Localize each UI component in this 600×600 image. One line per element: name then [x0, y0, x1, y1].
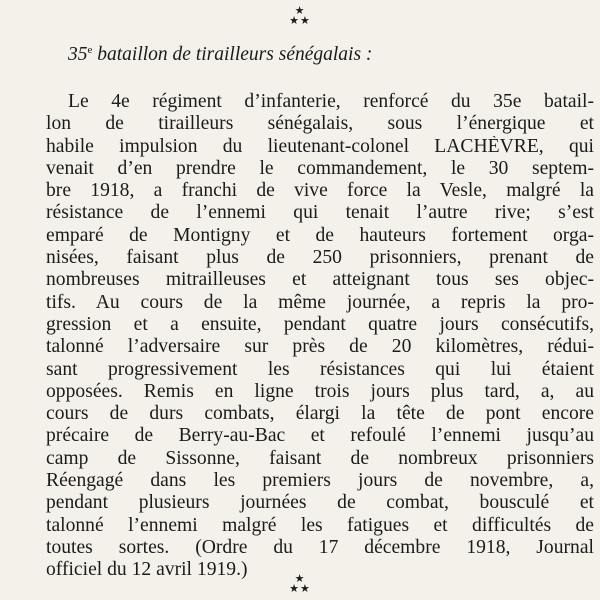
star-icon: ★ — [294, 5, 306, 17]
citation-body — [46, 91, 594, 582]
text-line: opposées. Remis en ligne trois jours plus tard, a, au — [46, 380, 594, 402]
text-line: talonné l’adversaire sur près de 20 kilomètres, rédui- — [46, 336, 594, 358]
text-line: Réengagé dans les premiers jours de novembre, a, — [46, 470, 594, 492]
text-line: pendant plusieurs journées de combat, bousculé et — [46, 492, 594, 514]
text-line: tifs. Au cours de la même journée, a repris la pro- — [46, 291, 594, 313]
text-line: camp de Sissonne, faisant de nombreux prisonniers — [46, 447, 594, 469]
text-line: gression et a ensuite, pendant quatre jours consécutifs, — [46, 313, 594, 335]
text-line: venait d’en prendre le commandement, le 30 septem- — [46, 157, 594, 179]
top-star-ornament — [0, 6, 600, 26]
text-line: emparé de Montigny et de hauteurs fortement orga- — [46, 224, 594, 246]
text-line: talonné l’ennemi malgré les fatigues et difficultés de — [46, 514, 594, 536]
star-pair-icon: ★★ — [289, 583, 311, 595]
text-line: cours de durs combats, élargi la tête de pont encore — [46, 403, 594, 425]
text-line: Le 4e régiment d’infanterie, renforcé du 35e batail- — [68, 91, 594, 112]
text-line: précaire de Berry-au-Bac et refoulé l’ennemi jusqu’au — [46, 425, 594, 447]
star-pair-icon: ★★ — [289, 15, 311, 27]
text-line: habile impulsion du lieutenant-colonel LACHÈVRE, qui — [46, 135, 594, 157]
section-heading: 35e bataillon de tirailleurs sénégalais : — [68, 44, 373, 65]
text-line: toutes sortes. (Ordre du 17 décembre 1918, Journal — [46, 536, 594, 558]
star-icon: ★ — [294, 573, 306, 585]
text-line: lon de tirailleurs sénégalais, sous l’énergique et — [46, 113, 594, 135]
text-line: bre 1918, a franchi de vive force la Vesle, malgré la — [46, 180, 594, 202]
text-line: sant progressivement les résistances qui lui étaient — [46, 358, 594, 380]
text-line: résistance de l’ennemi qui tenait l’autre rive; s’est — [46, 202, 594, 224]
bottom-star-ornament — [0, 574, 600, 594]
text-line: nisées, faisant plus de 250 prisonniers, prenant de — [46, 247, 594, 269]
text-line: officiel du 12 avril 1919.) — [46, 559, 248, 581]
text-line: nombreuses mitrailleuses et atteignant tous ses objec- — [46, 269, 594, 291]
